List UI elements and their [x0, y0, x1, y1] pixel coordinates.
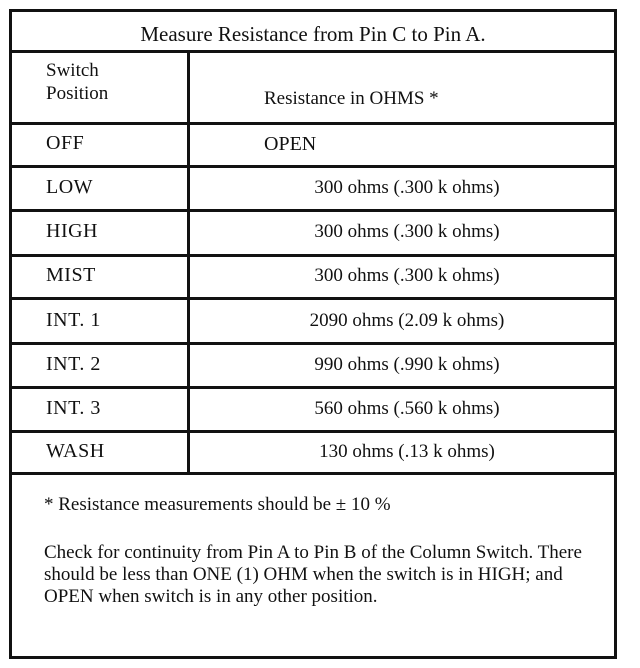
title-rule — [12, 50, 614, 53]
table-cell-resistance: 990 ohms (.990 k ohms) — [314, 354, 500, 375]
table-cell-resistance: 300 ohms (.300 k ohms) — [314, 177, 500, 198]
tolerance-note: * Resistance measurements should be ± 10 % — [44, 494, 391, 515]
row-rule — [12, 209, 614, 212]
table-cell-resistance: 560 ohms (.560 k ohms) — [314, 398, 500, 419]
table-cell-switch-position: LOW — [46, 176, 94, 198]
row-rule — [12, 386, 614, 389]
table-cell-resistance: 300 ohms (.300 k ohms) — [314, 221, 500, 242]
table-cell-switch-position: INT. 1 — [46, 309, 101, 331]
table-cell-switch-position: INT. 3 — [46, 397, 101, 419]
row-rule — [12, 165, 614, 168]
row-rule — [12, 254, 614, 257]
row-rule — [12, 342, 614, 345]
table-cell-switch-position: WASH — [46, 440, 105, 462]
table-cell-resistance: OPEN — [264, 133, 317, 155]
continuity-note: Check for continuity from Pin A to Pin B of the Column Switch. There should be less than ONE (1) OHM when the switch is in HIGH; and OPEN when switch is in any other position. — [44, 542, 582, 607]
notes-rule — [12, 472, 614, 475]
table-cell-switch-position: MIST — [46, 264, 96, 286]
table-cell-resistance: 130 ohms (.13 k ohms) — [319, 441, 495, 462]
table-cell-switch-position: HIGH — [46, 220, 98, 242]
table-cell-switch-position: INT. 2 — [46, 353, 101, 375]
column-divider — [187, 50, 190, 475]
row-rule — [12, 297, 614, 300]
header-switch-position — [46, 59, 108, 105]
table-cell-switch-position: OFF — [46, 132, 85, 154]
header-switch-position-text: Switch Position — [46, 60, 109, 104]
header-resistance: Resistance in OHMS * — [264, 88, 439, 109]
table-title: Measure Resistance from Pin C to Pin A. — [140, 22, 486, 46]
table-cell-resistance: 300 ohms (.300 k ohms) — [314, 265, 500, 286]
row-rule — [12, 430, 614, 433]
header-rule — [12, 122, 614, 125]
table-frame — [9, 9, 617, 659]
table-cell-resistance: 2090 ohms (2.09 k ohms) — [309, 310, 505, 331]
